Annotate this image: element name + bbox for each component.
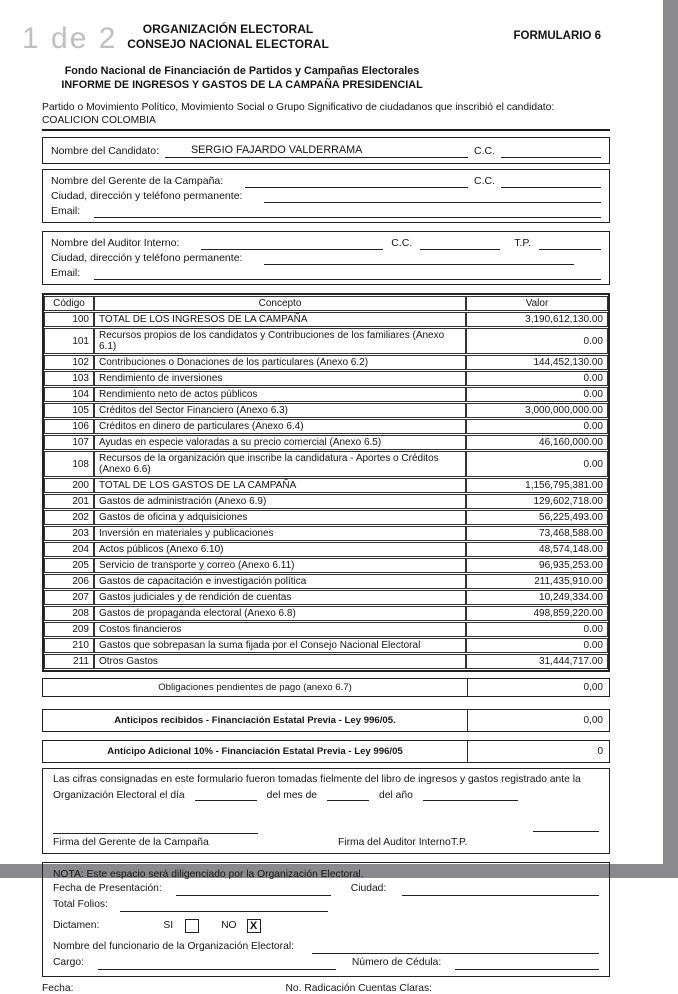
table-row <box>44 387 608 402</box>
nota-title: NOTA: Este espacio será diligenciado por la Organización Electoral. <box>53 869 364 880</box>
row-value: 1,156,795,381.00 <box>466 478 608 493</box>
advance-received-label: Anticipos recibidos - Financiación Estatal Previa - Ley 996/05. <box>114 715 396 726</box>
row-code: 104 <box>44 387 94 402</box>
row-concept: Otros Gastos <box>94 654 466 669</box>
auditor-cc-blank <box>420 238 500 250</box>
row-concept: Contribuciones o Donaciones de los particulares (Anexo 6.2) <box>94 355 466 370</box>
advance-received-value: 0,00 <box>467 710 609 731</box>
table-row <box>44 478 608 493</box>
table-row <box>44 328 608 354</box>
table-row <box>44 510 608 525</box>
total-folios-blank <box>120 900 328 912</box>
row-code: 107 <box>44 435 94 450</box>
official-name-blank <box>312 942 599 954</box>
row-concept: Servicio de transporte y correo (Anexo 6.11) <box>94 558 466 573</box>
row-code: 205 <box>44 558 94 573</box>
row-value: 31,444,717.00 <box>466 654 608 669</box>
dictamen-yes-checkbox <box>185 919 199 933</box>
auditor-tp-line <box>533 831 599 832</box>
auditor-cc-label: C.C. <box>391 237 413 249</box>
footer-date-label: Fecha: <box>42 983 74 994</box>
manager-signature-label: Firma del Gerente de la Campaña <box>53 837 209 848</box>
form-number: FORMULARIO 6 <box>513 30 601 42</box>
candidate-box <box>42 137 610 164</box>
row-code: 102 <box>44 355 94 370</box>
row-value: 0.00 <box>466 371 608 386</box>
declaration-month-label: del mes de <box>266 790 318 801</box>
row-concept: Ayudas en especie valoradas a su precio comercial (Anexo 6.5) <box>94 435 466 450</box>
candidate-cc-blank <box>501 146 601 158</box>
income-expense-table <box>42 293 610 672</box>
declaration-line2-intro: Organización Electoral el día <box>53 790 185 801</box>
row-code: 101 <box>44 328 94 354</box>
header-valor: Valor <box>466 296 608 311</box>
auditor-signature-tp-label: T.P. <box>451 837 468 848</box>
candidate-label: Nombre del Candidato: <box>51 145 159 157</box>
declaration-box <box>42 768 610 854</box>
row-code: 209 <box>44 622 94 637</box>
party-label: Partido o Movimiento Político, Movimiento Social o Grupo Significativo de ciudadanos que inscribió el candidato: <box>42 102 555 113</box>
row-value: 3,000,000,000.00 <box>466 403 608 418</box>
pending-value: 0,00 <box>467 679 609 696</box>
party-rule <box>42 129 610 131</box>
row-concept: Gastos de oficina y adquisiciones <box>94 510 466 525</box>
row-value: 0.00 <box>466 638 608 653</box>
row-value: 73,468,588.00 <box>466 526 608 541</box>
row-concept: Gastos de propaganda electoral (Anexo 6.8) <box>94 606 466 621</box>
declaration-year-label: del año <box>379 790 413 801</box>
table-row <box>44 312 608 327</box>
manager-box <box>42 169 610 223</box>
manager-email-label: Email: <box>51 205 81 217</box>
official-name-label: Nombre del funcionario de la Organización Electoral: <box>53 941 294 952</box>
manager-address-blank <box>264 191 601 203</box>
row-value: 144,452,130.00 <box>466 355 608 370</box>
auditor-tp-blank <box>539 238 601 250</box>
manager-signature-line <box>53 833 258 834</box>
position-label: Cargo: <box>53 957 84 968</box>
row-code: 206 <box>44 574 94 589</box>
auditor-email-label: Email: <box>51 267 81 279</box>
org-title-line1: ORGANIZACIÓN ELECTORAL <box>142 22 314 36</box>
dictamen-no-label: NO <box>221 920 237 931</box>
signature-area <box>53 801 599 849</box>
row-concept: TOTAL DE LOS GASTOS DE LA CAMPAÑA <box>94 478 466 493</box>
table-row <box>44 622 608 637</box>
row-value: 0.00 <box>466 387 608 402</box>
manager-cc-label: C.C. <box>474 175 495 187</box>
cedula-label: Número de Cédula: <box>351 957 442 968</box>
table-header-row <box>44 296 608 311</box>
row-concept: Gastos de capacitación e investigación política <box>94 574 466 589</box>
row-concept: Gastos de administración (Anexo 6.9) <box>94 494 466 509</box>
row-code: 207 <box>44 590 94 605</box>
manager-email-blank <box>94 206 601 218</box>
row-code: 208 <box>44 606 94 621</box>
form-subtitle <box>42 64 442 92</box>
dictamen-no-checkbox: X <box>247 919 261 933</box>
manager-address-label: Ciudad, dirección y teléfono permanente: <box>51 190 243 202</box>
header-concepto: Concepto <box>94 296 466 311</box>
dictamen-yes-label: SI <box>163 920 174 931</box>
page-indicator: 1 de 2 <box>22 22 118 55</box>
table-row <box>44 574 608 589</box>
header-codigo: Código <box>44 296 94 311</box>
row-code: 201 <box>44 494 94 509</box>
row-value: 129,602,718.00 <box>466 494 608 509</box>
row-code: 108 <box>44 451 94 477</box>
table-row <box>44 403 608 418</box>
row-code: 105 <box>44 403 94 418</box>
pending-label: Obligaciones pendientes de pago (anexo 6.7) <box>158 682 352 693</box>
declaration-month-blank <box>327 789 369 801</box>
row-concept: TOTAL DE LOS INGRESOS DE LA CAMPAÑA <box>94 312 466 327</box>
auditor-signature-label: Firma del Auditor Interno <box>338 837 451 848</box>
table-row <box>44 371 608 386</box>
presentation-date-blank <box>176 884 331 896</box>
row-value: 211,435,910.00 <box>466 574 608 589</box>
advance-received-box <box>42 709 610 732</box>
row-value: 0.00 <box>466 328 608 354</box>
table-row <box>44 435 608 450</box>
row-value: 48,574,148.00 <box>466 542 608 557</box>
manager-name-label: Nombre del Gerente de la Campaña: <box>51 175 224 187</box>
row-code: 210 <box>44 638 94 653</box>
table-row <box>44 654 608 669</box>
row-concept: Rendimiento neto de actos públicos <box>94 387 466 402</box>
row-code: 200 <box>44 478 94 493</box>
auditor-email-blank <box>94 268 601 280</box>
party-section <box>42 101 610 131</box>
row-code: 202 <box>44 510 94 525</box>
auditor-name-blank <box>201 238 383 250</box>
row-concept: Créditos del Sector Financiero (Anexo 6.3) <box>94 403 466 418</box>
advance-additional-label: Anticipo Adicional 10% - Financiación Estatal Previa - Ley 996/05 <box>107 746 403 757</box>
table-row <box>44 638 608 653</box>
cedula-blank <box>455 958 599 970</box>
table-row <box>44 526 608 541</box>
row-value: 0.00 <box>466 419 608 434</box>
candidate-name: SERGIO FAJARDO VALDERRAMA <box>165 143 468 158</box>
row-code: 106 <box>44 419 94 434</box>
auditor-address-label: Ciudad, dirección y teléfono permanente: <box>51 252 243 264</box>
footer <box>42 983 610 994</box>
advance-additional-box <box>42 740 610 763</box>
row-value: 498,859,220.00 <box>466 606 608 621</box>
declaration-line1: Las cifras consignadas en este formulario fueron tomadas fielmente del libro de ingresos y gastos registrado ante la <box>53 774 581 785</box>
table-row <box>44 451 608 477</box>
auditor-address-blank <box>264 253 574 265</box>
org-title-line2: CONSEJO NACIONAL ELECTORAL <box>127 37 329 51</box>
declaration-year-blank <box>423 789 518 801</box>
row-code: 103 <box>44 371 94 386</box>
row-concept: Actos públicos (Anexo 6.10) <box>94 542 466 557</box>
row-value: 96,935,253.00 <box>466 558 608 573</box>
row-value: 0.00 <box>466 622 608 637</box>
row-concept: Recursos de la organización que inscribe la candidatura - Aportes o Créditos (Anexo 6.6) <box>94 451 466 477</box>
row-concept: Rendimiento de inversiones <box>94 371 466 386</box>
row-concept: Recursos propios de los candidatos y Contribuciones de los familiares (Anexo 6.1) <box>94 328 466 354</box>
party-value: COALICION COLOMBIA <box>42 115 156 126</box>
table-row <box>44 606 608 621</box>
auditor-box <box>42 231 610 285</box>
auditor-name-label: Nombre del Auditor Interno: <box>51 237 180 249</box>
footer-radicacion-label: No. Radicación Cuentas Claras: <box>285 983 432 994</box>
candidate-cc-label: C.C. <box>474 145 495 157</box>
city-label: Ciudad: <box>350 883 387 894</box>
table-row <box>44 355 608 370</box>
table-row <box>44 590 608 605</box>
row-value: 46,160,000.00 <box>466 435 608 450</box>
dictamen-label: Dictamen: <box>53 920 100 931</box>
row-concept: Costos financieros <box>94 622 466 637</box>
manager-cc-blank <box>501 176 601 188</box>
table-row <box>44 558 608 573</box>
presentation-date-label: Fecha de Presentación: <box>53 883 162 894</box>
pending-obligations-box <box>42 678 610 697</box>
row-code: 211 <box>44 654 94 669</box>
subtitle-report: INFORME DE INGRESOS Y GASTOS DE LA CAMPAÑA PRESIDENCIAL <box>61 79 423 91</box>
declaration-day-blank <box>195 789 257 801</box>
position-blank <box>98 958 336 970</box>
official-use-box <box>42 862 610 977</box>
auditor-tp-label: T.P. <box>514 237 531 249</box>
row-value: 0.00 <box>466 451 608 477</box>
row-code: 203 <box>44 526 94 541</box>
subtitle-fund: Fondo Nacional de Financiación de Partidos y Campañas Electorales <box>64 65 420 77</box>
row-value: 10,249,334.00 <box>466 590 608 605</box>
manager-name-blank <box>245 176 468 188</box>
row-value: 3,190,612,130.00 <box>466 312 608 327</box>
row-concept: Inversión en materiales y publicaciones <box>94 526 466 541</box>
row-concept: Gastos que sobrepasan la suma fijada por el Consejo Nacional Electoral <box>94 638 466 653</box>
row-concept: Gastos judiciales y de rendición de cuentas <box>94 590 466 605</box>
row-code: 204 <box>44 542 94 557</box>
row-concept: Créditos en dinero de particulares (Anexo 6.4) <box>94 419 466 434</box>
city-blank <box>402 884 599 896</box>
table-row <box>44 494 608 509</box>
advance-additional-value: 0 <box>467 741 609 762</box>
table-row <box>44 542 608 557</box>
table-row <box>44 419 608 434</box>
row-value: 56,225,493.00 <box>466 510 608 525</box>
total-folios-label: Total Folios: <box>53 899 108 910</box>
row-code: 100 <box>44 312 94 327</box>
